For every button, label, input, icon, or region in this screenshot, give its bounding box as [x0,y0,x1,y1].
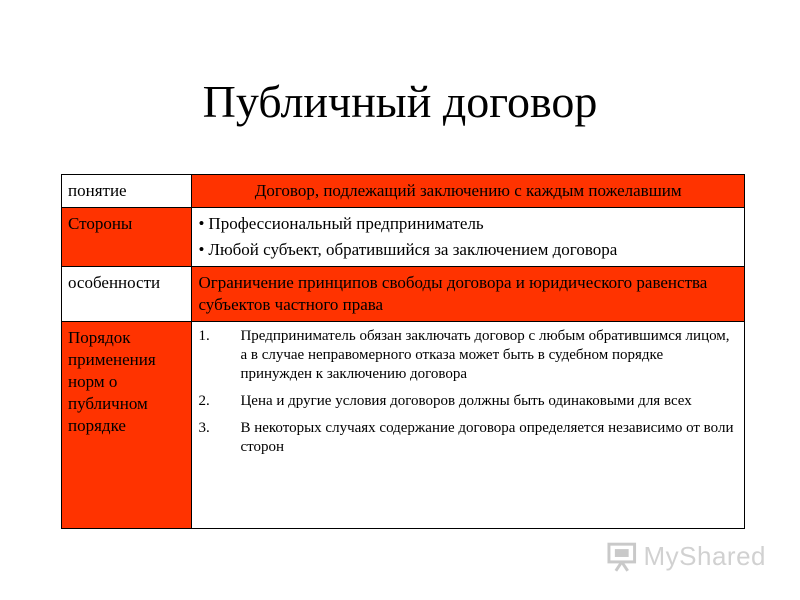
watermark-text: MyShared [643,540,766,571]
table-row-procedure [62,322,745,529]
presentation-board-icon [606,539,640,573]
list-item-text: Цена и другие условия договоров должны быть одинаковыми для всех [240,393,692,409]
list-item [198,392,738,411]
list-item [198,419,738,457]
list-item-text: Предприниматель обязан заключать договор с любым обратившимся лицом, а в случае неправомерного отказа может быть в судебном порядке принужден к заключению договора [240,328,730,382]
parties-bullet-list [198,213,738,261]
slide-title: Публичный договор [202,76,598,127]
definition-table [61,174,745,529]
table-row-features [62,267,745,322]
bullet-icon: • [198,240,205,259]
procedure-numbered-list [198,327,738,457]
table-row-parties [62,208,745,267]
row-label-parties: Стороны [62,208,192,267]
row-value-concept: Договор, подлежащий заключению с каждым пожелавшим [192,175,745,208]
row-label-procedure: Порядок применения норм о публичном порядке [62,322,192,529]
row-label-concept: понятие [62,175,192,208]
list-item [198,327,738,384]
row-value-features: Ограничение принципов свободы договора и юридического равенства субъектов частного права [192,267,745,322]
list-item-text: В некоторых случаях содержание договора определяется независимо от воли сторон [240,420,734,455]
row-value-procedure [192,322,745,529]
bullet-icon: • [198,214,205,233]
row-label-features: особенности [62,267,192,322]
row-value-parties [192,208,745,267]
watermark [606,536,766,576]
list-item-number: 2. [198,393,210,409]
list-item-number: 3. [198,420,210,436]
table-row-concept [62,175,745,208]
list-item-number: 1. [198,328,210,344]
list-item: • Любой субъект, обратившийся за заключением договора [198,240,618,259]
list-item: • Профессиональный предприниматель [198,214,484,233]
